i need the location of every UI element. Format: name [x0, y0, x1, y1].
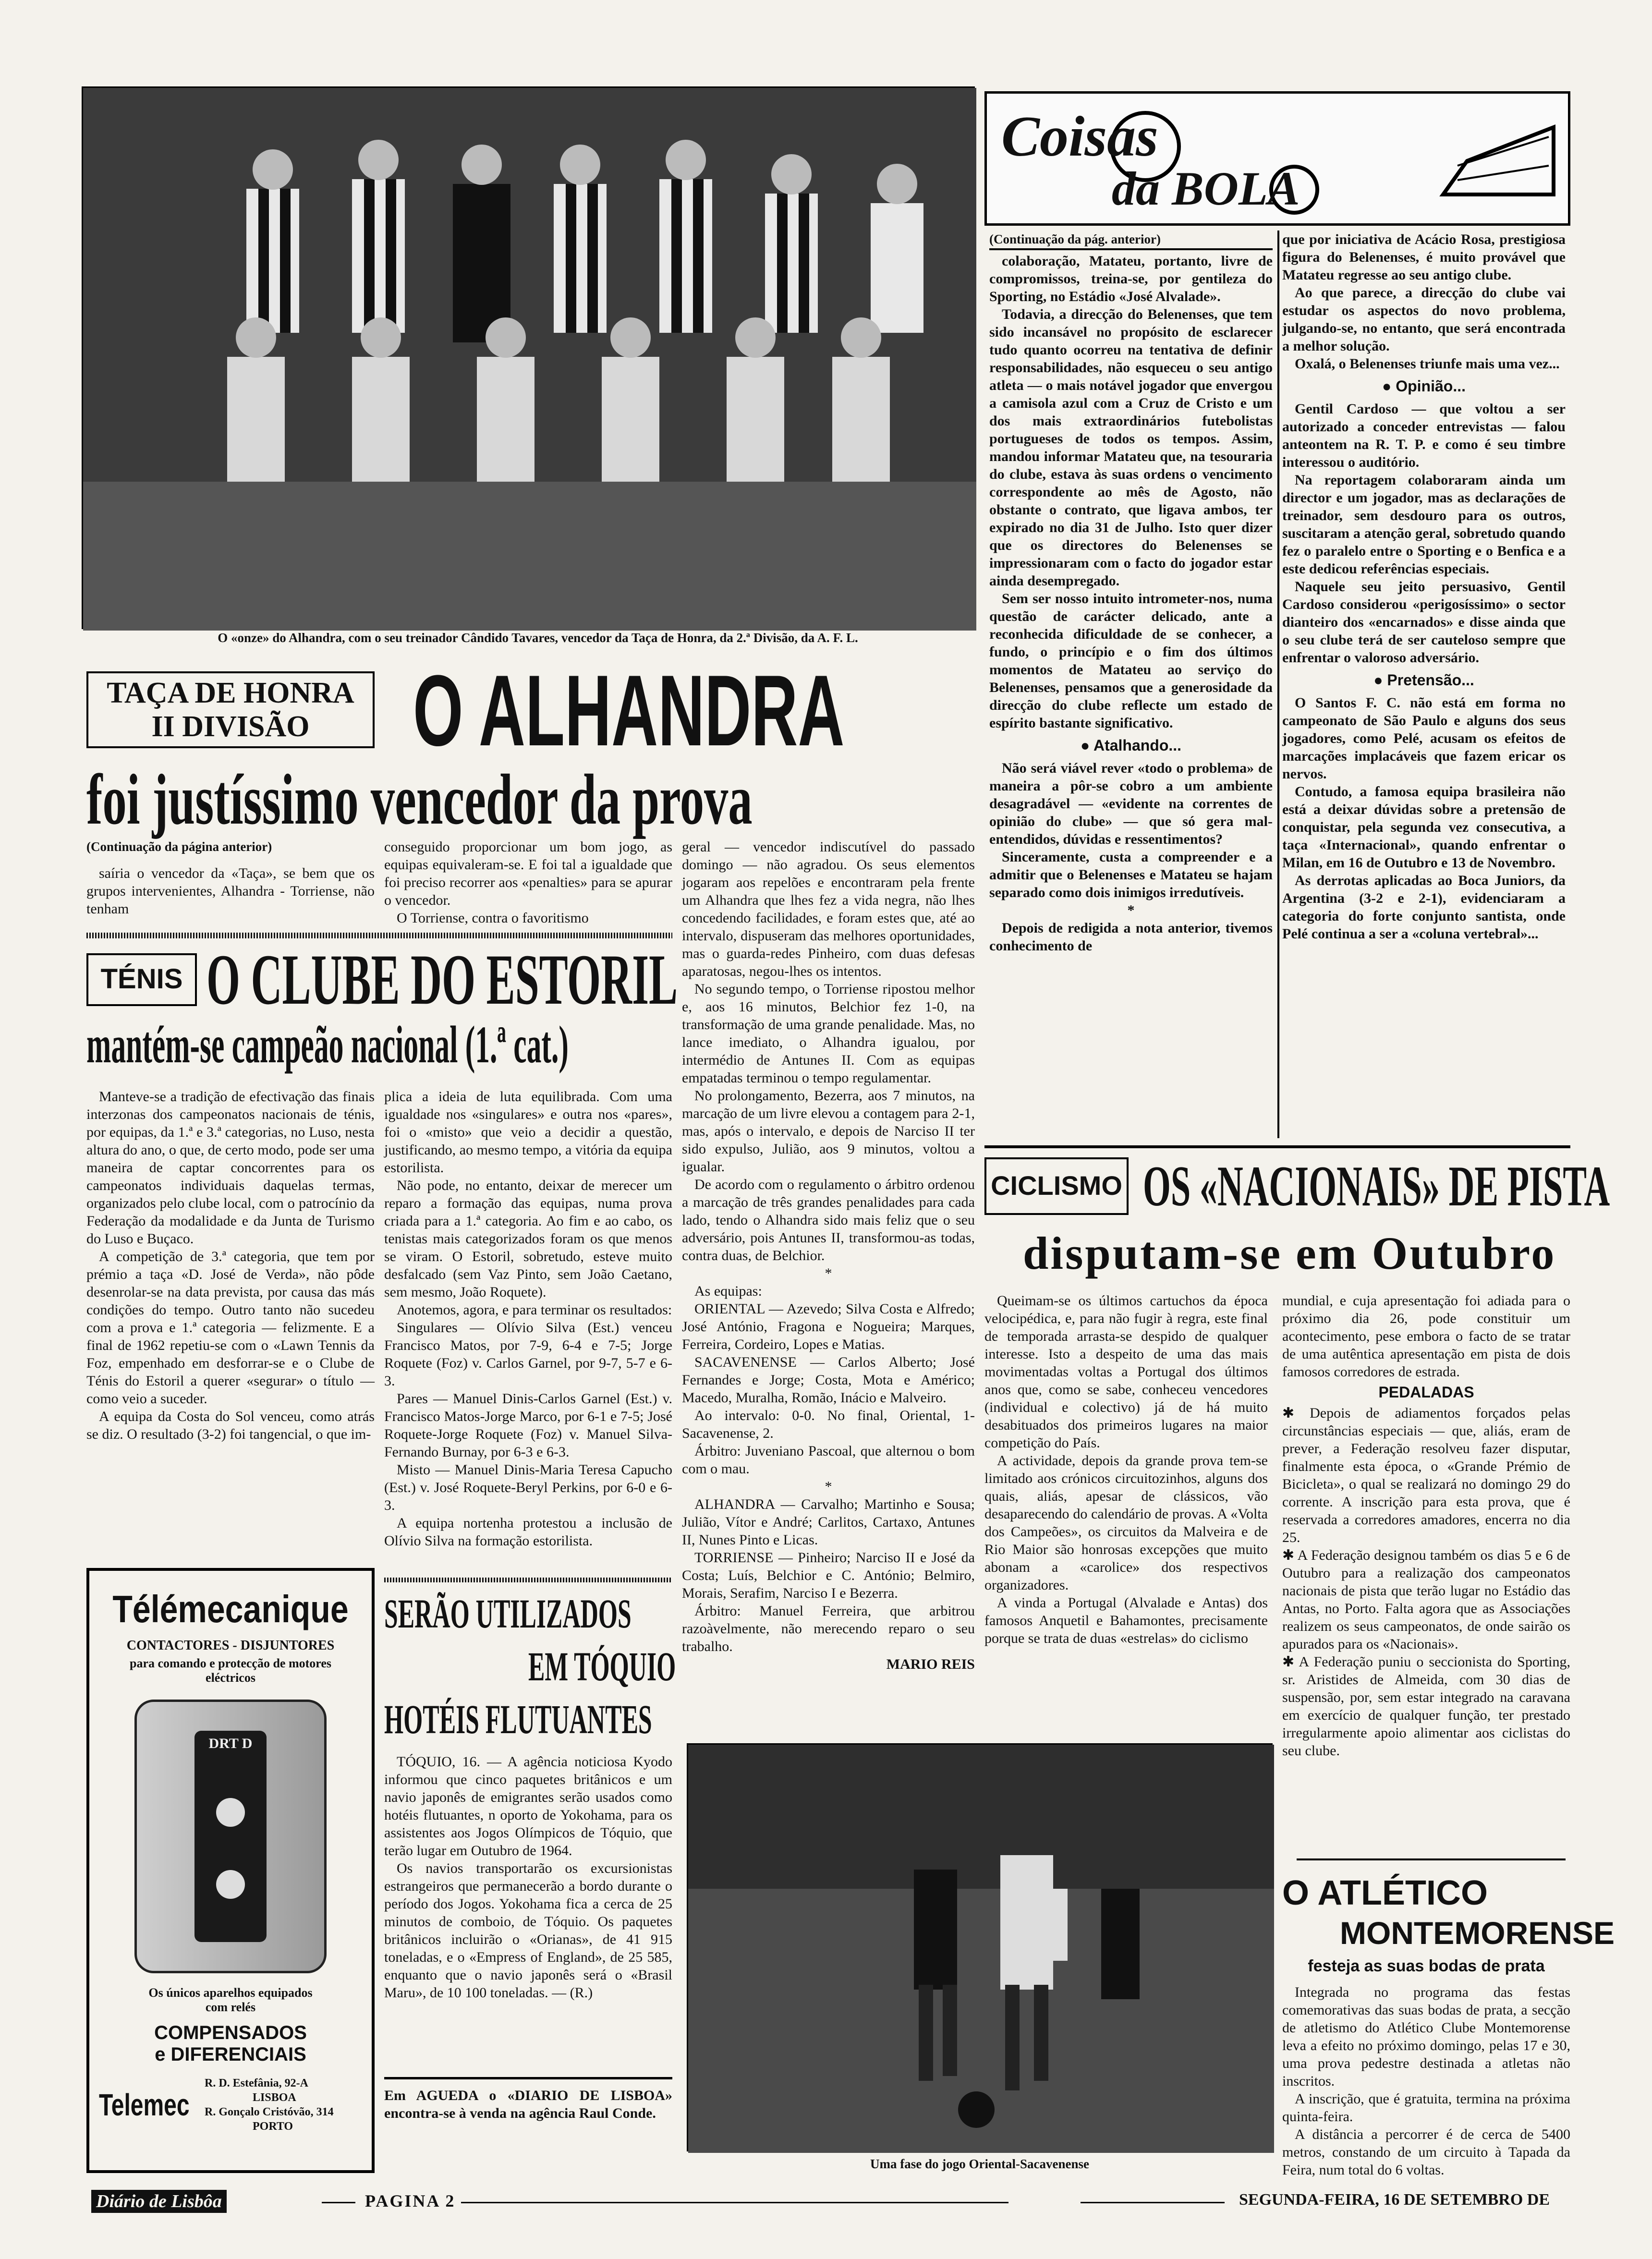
tenis-text: Não pode, no entanto, deixar de merecer um reparo a formação das equipas, numa prova criada para a 1.ª categoria. Ao fim e ao cabo, os tenistas mais categorizados foram os que menos se viram. O Estoril, sobretudo, esteve muito desfalcado (sem Vaz Pinto, sem João Caetano, sem mesmo, João Roquete). — [384, 1178, 672, 1300]
coisas-col1 — [989, 231, 1273, 1143]
team-photo-caption: O «onze» do Alhandra, com o seu treinador Cândido Tavares, vencedor da Taça de Honra, da 2.ª Divisão, da A. F. L. — [218, 631, 858, 645]
ciclismo-item-text: A Federação puniu o seccionista do Sporting, sr. Aristides de Almeida, com 30 dias de suspensão, por, sem estar integrado na caravana em exercício de qualquer função, ter prestado irregularmente apoio alimentar aos ciclistas do seu clube. — [1282, 1654, 1570, 1759]
alhandra-col3 — [682, 838, 975, 1672]
ciclismo-text: A vinda a Portugal (Alvalade e Antas) dos famosos Anquetil e Bahamontes, precisamente porque se trata de duas «estrelas» do ciclismo — [984, 1595, 1268, 1646]
alhandra-lineup: ORIENTAL — Azevedo; Silva Costa e Alfredo; José António, Fragona e Nogueira; Marques, Ferreira, Cordeiro, Lopes e Matias. — [682, 1301, 975, 1352]
footer-masthead: Diário de Lisbôa — [91, 2190, 227, 2213]
ciclismo-text: Queimam-se os últimos cartuchos da época velocipédica, e, para não fugir à regra, este final de temporada arrasta-se despido de qualquer interesse. Isto a despeito de uma das mais movimentadas voltas a Portugal dos últimos anos que, como se sabe, conheceu vencedores (individual e colectivo) já de há muito desabituados dos primeiros lugares na maior competição do País. — [984, 1293, 1268, 1451]
toquio-head3: HOTÉIS FLUTUANTES — [384, 1696, 652, 1742]
toquio-text: TÓQUIO, 16. — A agência noticiosa Kyodo informou que cinco paquetes britânicos e um navio japonês de emigrantes serão usados como hotéis flutuantes, n oporto de Yokohama, para os assistentes aos Jogos Olímpicos de Tóquio, que terão lugar em Outubro de 1964. — [384, 1754, 672, 1858]
ad-brand: Télémecanique — [112, 1588, 349, 1630]
divider-rule — [384, 1578, 672, 1582]
alhandra-text: De acordo com o regulamento o árbitro ordenou a marcação de três grandes penalidades para cada lado, tendo o Alhandra sido mais feliz que o seu adversário, pois Antunes II, transformou-as todas, contra duas, de Belchior. — [682, 1177, 975, 1263]
toquio-notice: Em AGUEDA o «DIARIO DE LISBOA» encontra-se à venda na agência Raul Conde. — [384, 2088, 672, 2121]
ciclismo-col1 — [984, 1292, 1268, 1724]
atletico-head1: O ATLÉTICO — [1282, 1874, 1488, 1912]
alhandra-referee: Árbitro: Juveniano Pascoal, que alternou o bom com o mau. — [682, 1443, 975, 1477]
atletico-text: Integrada no programa das festas comemorativas das suas bodas de prata, a secção de atletismo do Atlético Clube Montemorense leva a efeito no próximo domingo, pelas 17 e 30, uma prova pedestre destinada a atletas não inscritos. — [1282, 1984, 1570, 2089]
coisas-text: Naquele seu jeito persuasivo, Gentil Cardoso considerou «perigosíssimo» o sector dianteiro dos «encarnados» e disse ainda que o seu clube terá de ser cauteloso sempre que enfrentar o valoroso adversário. — [1282, 579, 1566, 666]
coisas-atalhando: ● Atalhando... — [1080, 737, 1182, 754]
atletico-ornament — [1297, 1858, 1566, 1864]
alhandra-col1 — [86, 838, 375, 929]
alhandra-headline: O ALHANDRA — [413, 654, 845, 767]
alhandra-text: No prolongamento, Bezerra, aos 7 minutos, na marcação de um livre elevou a contagem para 2-1, mas, após o intervalo, e depois de Narciso II ter sido expulso, Julião, aos 9 minutos, voltou a igualar. — [682, 1088, 975, 1175]
footer-rule — [461, 2202, 1008, 2203]
ciclismo-item-text: A Federação designou também os dias 5 e 6 de Outubro para a realização dos campeonatos nacionais de pista que terão lugar no Estádio das Antas, no Porto. Falta agora que as Associações realizem os seus campeonatos, de onde sairão os apurados para os «Nacionais». — [1282, 1547, 1571, 1652]
tenis-text: plica a ideia de luta equilibrada. Com uma igualdade nos «singulares» e outra nos «pares», foi o «misto» que veio a decidir a questão, justificando, ao mesmo tempo, a vitória da equipa estorilista. — [384, 1089, 672, 1176]
ad-device-knob — [216, 1798, 245, 1827]
coisas-text: O Santos F. C. não está em forma no campeonato de São Paulo e alguns dos seus jogadores, como Pelé, acusam os efeitos de marcações implacáveis que fazem ericar os nervos. — [1282, 695, 1566, 782]
footer-date: SEGUNDA-FEIRA, 16 DE SETEMBRO DE — [1239, 2191, 1550, 2209]
alhandra-teams-heading: As equipas: — [694, 1283, 762, 1299]
toquio-body — [384, 1753, 672, 2070]
ad-footer — [99, 2076, 372, 2134]
coisas-opiniao: ● Opinião... — [1382, 377, 1466, 395]
ad-line1: CONTACTORES - DISJUNTORES — [126, 1638, 335, 1653]
separator-star: * — [825, 1265, 832, 1281]
coisas-col2 — [1282, 231, 1566, 1143]
match-photo-caption: Uma fase do jogo Oriental-Sacavenense — [870, 2157, 1089, 2171]
ciclismo-item: ✱ A Federação puniu o seccionista do Sporting, sr. Aristides de Almeida, com 30 dias de suspensão, por, sem estar integrado na caravana em exercício de qualquer função, ter prestado irregularmente apoio alimentar aos ciclistas do seu clube. — [1282, 1654, 1570, 1759]
coisas-pretensao: ● Pretensão... — [1373, 671, 1474, 689]
alhandra-lineup: ALHANDRA — Carvalho; Martinho e Sousa; Julião, Vítor e André; Carlitos, Cartaxo, Antunes II, Nunes Pinto e Licas. — [682, 1496, 975, 1548]
ad-line2: para comando e protecção de motores eléctricos — [129, 1656, 331, 1685]
coisas-text: Todavia, a direcção do Belenenses, que tem sido incansável no propósito de esclarecer tudo quanto ocorreu na tentativa de definir responsabilidades, não esqueceu o seu antigo atleta — o mais notável jogador que envergou a camisola azul com a Cruz de Cristo e um dos mais extraordinários futebolistas portugueses de todos os tempos. Assim, mandou informar Matateu que, na tesouraria do clube, estava às suas ordens o vencimento correspondente ao mês de Agosto, não obstante o contrato, que ligava ambos, ter expirado no dia 31 de Julho. Isto quer dizer que os directores do Belenenses se impressionaram com o facto do jogador estar ainda desempregado. — [989, 306, 1273, 589]
ciclismo-item-text: Depois de adiamentos forçados pelas circunstâncias especiais — que, aliás, eram de prever, a Federação resolveu fazer disputar, finalmente esta época, o «Grande Prémio de Bicicleta», o qual se realizará no domingo 29 do corrente. A inscrição para esta prova, que é reservada a corredores amadores, encerra no dia 25. — [1282, 1405, 1570, 1545]
tenis-col1 — [86, 1088, 375, 1520]
tenis-text: Manteve-se a tradição de efectivação das finais interzonas dos campeonatos nacionais de ténis, por equipas, da 1.ª e 3.ª categorias, no Luso, nesta altura do ano, o que, de certo modo, pode ser uma maneira de captar concorrentes para os campeonatos individuais daquelas termas, organizados pelo clube local, com o patrocínio da Federação da modalidade e da Junta de Turismo do Luso e Buçaco. — [86, 1089, 375, 1247]
ciclismo-pedaladas: PEDALADAS — [1378, 1384, 1474, 1401]
alhandra-subheadline: foi justíssimo vencedor da prova — [86, 760, 753, 839]
tenis-text: Anotemos, agora, e para terminar os resultados: — [397, 1302, 672, 1318]
ad-city1: LISBOA — [253, 2091, 296, 2104]
alhandra-byline: MARIO REIS — [886, 1656, 975, 1672]
ad-device — [134, 1700, 327, 1973]
coisas-pretensao-label: Pretensão... — [1387, 671, 1474, 689]
tenis-text: A equipa da Costa do Sol venceu, como atrás se diz. O resultado (3-2) foi tangencial, o que im- — [86, 1409, 375, 1442]
tenis-result: Misto — Manuel Dinis-Maria Teresa Capucho (Est.) v. José Roquete-Beryl Perkins, por 6-0 e 6-3. — [384, 1462, 672, 1513]
coisas-logo — [984, 91, 1570, 226]
alhandra-text: No segundo tempo, o Torriense ripostou melhor e, aos 16 minutos, Belchior fez 1-0, na transformação de uma grande penalidade. Mas, no lance imediato, o Alhandra igualou, por intermédio de Antunes II. Com as equipas empatadas terminou o tempo regulamentar. — [682, 981, 975, 1086]
coisas-atalhando-label: Atalhando... — [1093, 737, 1182, 754]
tenis-headline: O CLUBE DO ESTORIL — [206, 940, 678, 1020]
coisas-text: que por iniciativa de Acácio Rosa, prestigiosa figura do Belenenses, é muito provável que Matateu regresse ao seu antigo clube. — [1282, 231, 1566, 283]
ad-brand2: Telemec — [99, 2088, 190, 2122]
coisas-frame — [984, 1145, 1570, 1148]
coisas-text: Na reportagem colaboraram ainda um director e um jogador, mas as declarações de treinador, sem desdouro para os outros, suscitaram a atenção geral, sobretudo quando fez o paralelo entre o Sporting e o Benfica e a este dedicou referências especiais. — [1282, 472, 1566, 577]
tenis-text: A equipa nortenha protestou a inclusão de Olívio Silva na formação estorilista. — [384, 1515, 672, 1549]
ciclismo-section-label: CICLISMO — [984, 1157, 1129, 1215]
footer-page: PAGINA 2 — [365, 2191, 456, 2210]
atletico-text: A inscrição, que é gratuita, termina na próxima quinta-feira. — [1282, 2091, 1570, 2125]
ciclismo-col2 — [1282, 1292, 1570, 1844]
atletico-text: A distância a percorrer é de cerca de 5400 metros, constando de um circuito à Tapada da Feira, num total do 6 voltas. — [1282, 2126, 1570, 2178]
coisas-text: Oxalá, o Belenenses triunfe mais uma vez... — [1295, 356, 1560, 372]
ciclismo-text: A actividade, depois da grande prova tem-se limitado aos crónicos circuitozinhos, alguns dos quais, aliás, apesar de clássicos, vão desaparecendo do calendário de provas. A «Volta dos Campeões», os circuitos da Malveira e de Rio Maior são honrosas excepções que muito abonam a «carolice» dos respectivos organizadores. — [984, 1453, 1268, 1593]
coisas-text: Contudo, a famosa equipa brasileira não está a deixar dúvidas sobre a pretensão de conquistar, pela segunda vez consecutiva, a taça «Internacional», quando enfrentar o Milan, em 16 de Outubro e 13 de Novembro. — [1282, 784, 1566, 871]
ciclismo-headline: OS «NACIONAIS» DE PISTA — [1143, 1154, 1610, 1218]
alhandra-result: Ao intervalo: 0-0. No final, Oriental, 1-Sacavenense, 2. — [682, 1408, 975, 1441]
ad-line5: e DIFERENCIAIS — [155, 2044, 306, 2065]
ad-line4: COMPENSADOS — [154, 2022, 307, 2043]
footer-rule — [322, 2202, 355, 2203]
ad-line3: Os únicos aparelhos equipados com relés — [148, 1986, 313, 2014]
toquio-head2: EM TÓQUIO — [528, 1643, 676, 1689]
tenis-subheadline: mantém-se campeão nacional (1.ª cat.) — [86, 1015, 569, 1074]
ad-device-knob — [216, 1870, 245, 1899]
divider-rule — [384, 2077, 672, 2079]
alhandra-text: conseguido proporcionar um bom jogo, as equipas equivaleram-se. E foi tal a igualdade que foi preciso recorrer aos «penalties» para se apurar o vencedor. — [384, 839, 672, 908]
ad-addresses — [205, 2076, 334, 2134]
atletico-sub: festeja as suas bodas de prata — [1308, 1957, 1545, 1975]
ad-city2: PORTO — [253, 2120, 293, 2133]
ciclismo-text: mundial, e cuja apresentação foi adiada para o próximo dia 26, pode constituir um acontecimento, pese embora o facto de se tratar de uma autêntica apresentação em pista de dois famosos corredores de estrada. — [1282, 1293, 1570, 1380]
alhandra-referee: Árbitro: Manuel Ferreira, que arbitrou razoàvelmente, não merecendo reparo o seu trabalho. — [682, 1603, 975, 1654]
alhandra-label-line1: TAÇA DE HONRA — [107, 677, 354, 709]
coisas-text: Sinceramente, custa a compreender e a admitir que o Belenenses e Matateu se hajam separado como dois inimigos irredutíveis. — [989, 849, 1273, 900]
tenis-text: A competição de 3.ª categoria, que tem por prémio a taça «D. José de Verda», não pôde desenrolar-se na data prevista, por causa das más condições do tempo. Outro tanto não sucedeu com a prova e 1.ª categoria — felizmente. E a final de 1962 repetiu-se com o «Lawn Tennis da Foz, empenhado em desforrar-se e o Clube de Ténis do Estoril a querer «segurar» o título — como veio a suceder. — [86, 1249, 375, 1407]
alhandra-col2 — [384, 838, 672, 929]
coisas-cont-note: (Continuação da pág. anterior) — [989, 232, 1161, 246]
ad-address1: R. D. Estefânia, 92-A — [205, 2077, 308, 2089]
ad-device-window — [194, 1731, 267, 1942]
alhandra-text: O Torriense, contra o favoritismo — [397, 910, 589, 926]
coisas-text: Sem ser nosso intuito intrometer-nos, numa questão de carácter delicado, ante a reconhecida dificuldade de se conhecer, a fundo, o princípio e o fim dos últimos momentos de Matateu ao serviço do Belenenses, pensamos que a generosidade da direcção do clube reflecte um estado de espírito bastante significativo. — [989, 591, 1273, 731]
atletico-head2: MONTEMORENSE — [1340, 1915, 1615, 1951]
atletico-body — [1282, 1983, 1570, 2178]
separator-star: * — [1127, 902, 1135, 918]
divider-rule — [86, 933, 672, 938]
toquio-text: Os navios transportarão os excursionistas estrangeiros que permanecerão a bordo durante o período dos Jogos. Yokohama fica a cerca de 25 minutos de comboio, de Tóquio. Os paquetes britânicos incluirão o «Orianas», de 41 915 toneladas, e o «Empress of England», de 25 585, enquanto que o navio japonês será o «Brasil Maru», de 10 100 toneladas. — (R.) — [384, 1860, 672, 2001]
coisas-text: Depois de redigida a nota anterior, tivemos conhecimento de — [989, 920, 1273, 954]
coisas-opiniao-label: Opinião... — [1396, 377, 1466, 395]
tenis-result: Singulares — Olívio Silva (Est.) venceu Francisco Matos, por 7-9, 6-4 e 7-5; Jorge Roquete (Foz) v. Carlos Garnel, por 9-7, 5-7 e 6-3. — [384, 1320, 672, 1389]
coisas-text: Não será viável rever «todo o problema» de maneira a pôr-se cobro a um ambiente desagradável — «evidente na correntes de opinião do clube» — que só gera mal-entendidos, dúvidas e ressentimentos? — [989, 760, 1273, 847]
ad-address2: R. Gonçalo Cristóvão, 314 — [205, 2106, 334, 2118]
tenis-col2 — [384, 1088, 672, 1568]
team-photo-figures — [83, 88, 976, 631]
coisas-text: colaboração, Matateu, portanto, livre de compromissos, treina-se, por gentileza do Sporting, no Estádio «José Alvalade». — [989, 248, 1273, 305]
footer-rule — [1081, 2202, 1225, 2203]
ciclismo-item: ✱ Depois de adiamentos forçados pelas circunstâncias especiais — que, aliás, eram de prever, a Federação resolveu fazer disputar, finalmente esta época, o «Grande Prémio de Bicicleta», o qual se realizará no domingo 29 do corrente. A inscrição para esta prova, que é reservada a corredores amadores, encerra no dia 25. — [1282, 1405, 1570, 1545]
coisas-text: As derrotas aplicadas ao Boca Juniors, da Argentina (3-2 e 2-1), evidenciaram a categoria do forte conjunto santista, onde Pelé continua a ser a «coluna vertebral»... — [1282, 873, 1566, 942]
team-photo — [82, 86, 975, 629]
alhandra-text: geral — vencedor indiscutível do passado domingo — não agradou. Os seus elementos jogaram aos repelões e encontraram pela frente um Alhandra que lhes fez a vida negra, não lhes concedendo facilidades, e foram estes que, até ao intervalo, dispuseram das melhores oportunidades, mas o guarda-redes Pinheiro, com duas defesas aparatosas, negou-lhes os intentos. — [682, 839, 975, 979]
ad-device-label: DRT D — [208, 1736, 253, 1751]
ciclismo-subheadline: disputam-se em Outubro — [1023, 1227, 1556, 1279]
coisas-text: Gentil Cardoso — que voltou a ser autorizado a conceder entrevistas — falou anteontem na R. T. P. e como é seu timbre interessou o auditório. — [1282, 401, 1566, 470]
alhandra-text: saíria o vencedor da «Taça», se bem que os grupos intervenientes, Alhandra - Torriense, não tenham — [86, 865, 375, 917]
coisas-logo-word1: Coisas — [1001, 104, 1158, 168]
divider-rule — [1277, 231, 1279, 1138]
toquio-head1: SERÃO UTILIZADOS — [384, 1591, 632, 1637]
tenis-section-label: TÉNIS — [86, 953, 197, 1006]
tenis-result: Pares — Manuel Dinis-Carlos Garnel (Est.) v. Francisco Matos-Jorge Marco, por 6-1 e 7-5; José Roquete-Jorge Roquete (Foz) v. Manuel Silva-Fernando Burnay, por 6-3 e 6-3. — [384, 1391, 672, 1460]
coisas-text: Ao que parece, a direcção do clube vai estudar os aspectos do novo problema, julgando-se, no entanto, que será encontrada a melhor solução. — [1282, 285, 1566, 354]
ciclismo-item: ✱ A Federação designou também os dias 5 e 6 de Outubro para a realização dos campeonatos nacionais de pista que terão lugar no Estádio das Antas, no Porto. Falta agora que as Associações realizem os seus campeonatos, de onde sairão os apurados para os «Nacionais». — [1282, 1547, 1571, 1652]
alhandra-lineup: TORRIENSE — Pinheiro; Narciso II e José da Costa; Luís, Belchior e C. António; Belmiro, Morais, Serafim, Narciso I e Bezerra. — [682, 1550, 975, 1601]
match-photo — [687, 1743, 1273, 2151]
coisas-logo-word2: da BOLA — [1112, 162, 1300, 215]
telemecanique-ad — [86, 1568, 375, 2173]
alhandra-label-line2: II DIVISÃO — [151, 710, 310, 743]
match-photo-scene — [688, 1745, 1274, 2153]
alhandra-section-label — [86, 671, 375, 748]
separator-star: * — [825, 1479, 832, 1494]
alhandra-cont-note: (Continuação da página anterior) — [86, 839, 272, 854]
alhandra-lineup: SACAVENENSE — Carlos Alberto; José Fernandes e Jorge; Costa, Mota e Américo; Macedo, Muralha, Romão, Inácio e Malveiro. — [682, 1354, 975, 1406]
